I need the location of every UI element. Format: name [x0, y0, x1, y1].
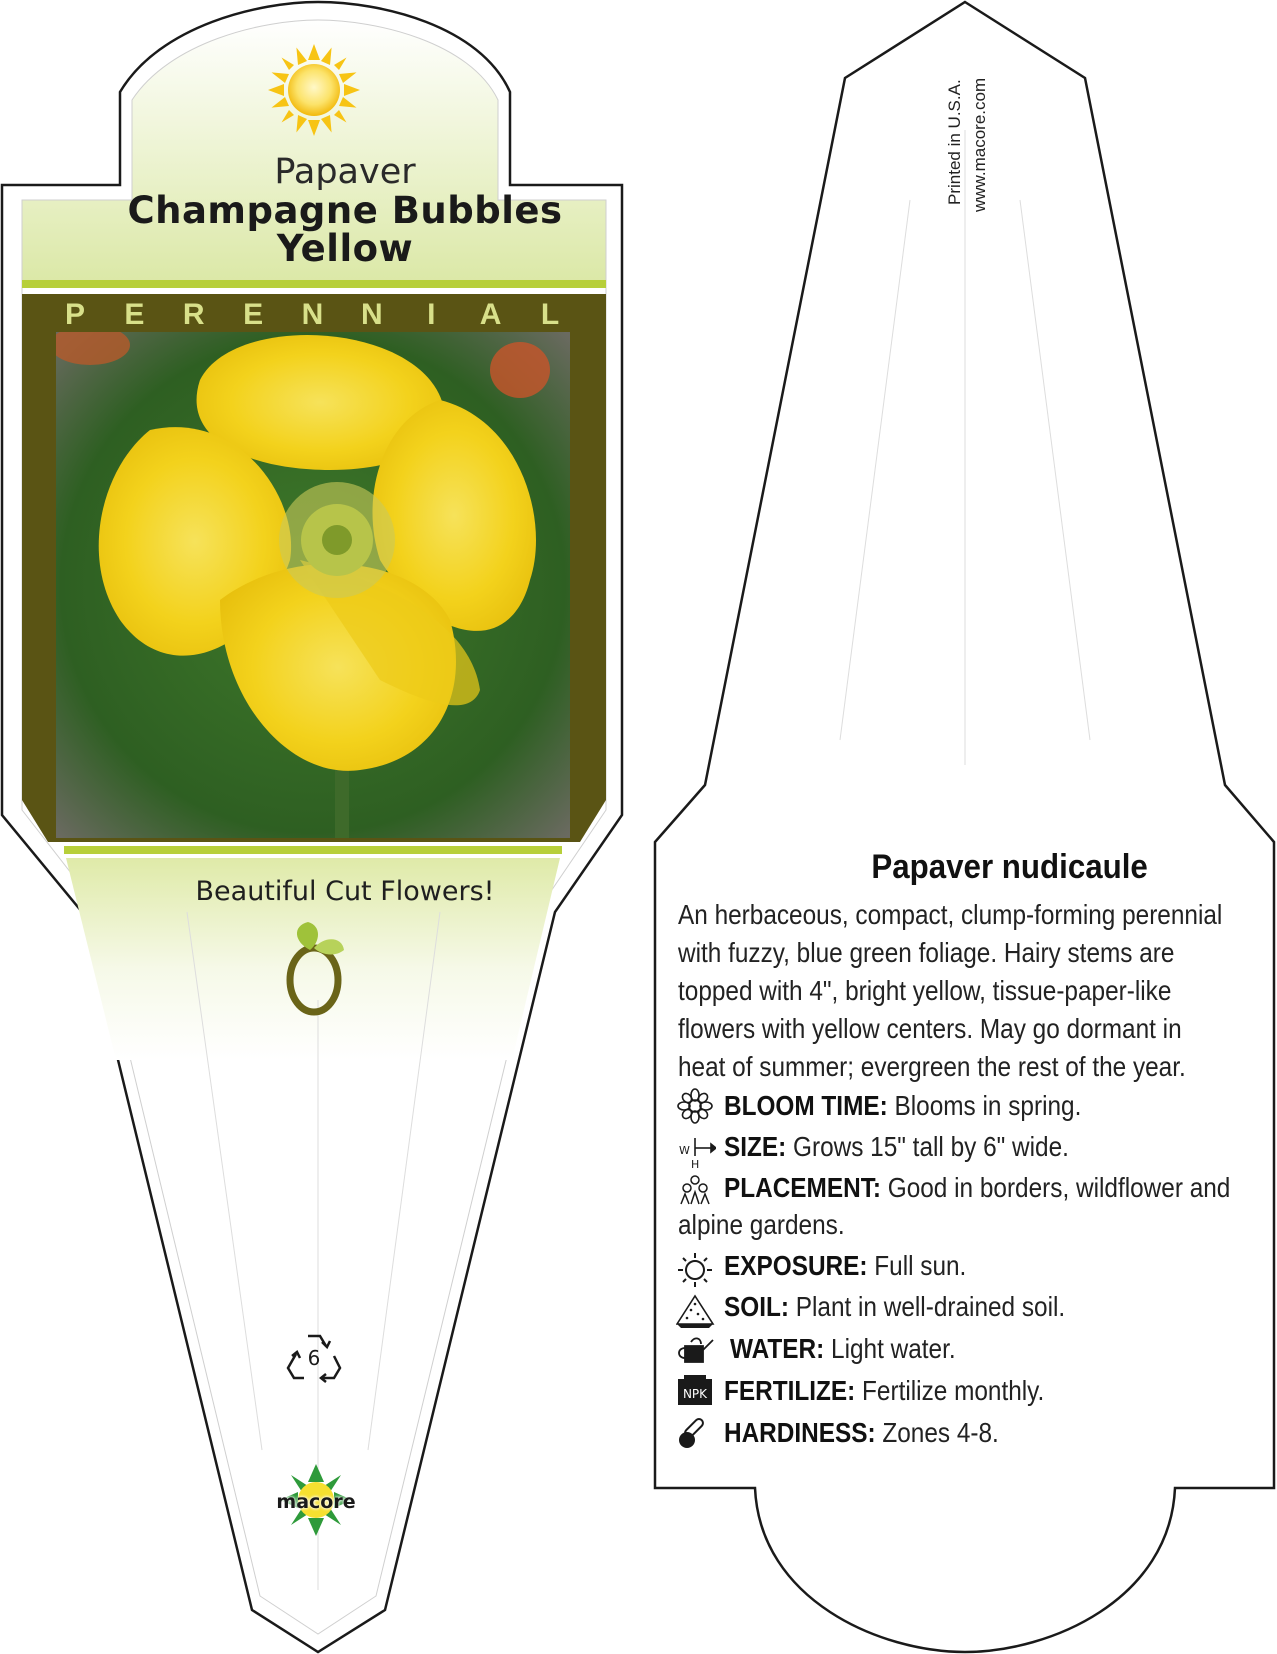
sun-icon — [268, 44, 360, 136]
category-letter: A — [479, 298, 502, 331]
category-letter: L — [540, 298, 560, 331]
brand-name: macore — [276, 1491, 356, 1513]
attr-text: Grows 15" tall by 6" wide. — [786, 1131, 1069, 1162]
attr-bloom-time — [724, 1090, 1081, 1122]
attr-label: FERTILIZE: — [724, 1375, 856, 1406]
plant-genus: Papaver — [274, 152, 416, 192]
attr-placement — [724, 1172, 1230, 1204]
category-letter: N — [301, 298, 324, 331]
attr-label: SOIL: — [724, 1291, 789, 1322]
attr-text: Blooms in spring. — [887, 1090, 1082, 1121]
npk-icon — [678, 1375, 712, 1405]
variety-line-2: Yellow — [276, 227, 414, 270]
flower-photo — [50, 325, 570, 850]
attr-placement-cont: alpine gardens. — [678, 1209, 845, 1240]
attr-label: HARDINESS: — [724, 1417, 876, 1448]
soil-icon — [677, 1296, 713, 1328]
svg-text:W: W — [679, 1144, 690, 1157]
plant-description: An herbaceous, compact, clump-forming perennial with fuzzy, blue green foliage. Hairy stems are topped with 4", bright yellow, tissue-paper-like flowers with yellow centers. May go dormant in heat of summer; evergreen the rest of the year. — [678, 899, 1223, 1082]
flower-icon — [678, 1089, 712, 1123]
sun-outline-icon — [678, 1253, 712, 1287]
printed-in: Printed in U.S.A. — [945, 79, 964, 205]
npk-label: NPK — [682, 1387, 708, 1401]
attr-text: Light water. — [824, 1333, 956, 1364]
svg-text:H: H — [691, 1158, 700, 1171]
watering-can-icon — [679, 1338, 713, 1362]
attr-text: Fertilize monthly. — [855, 1375, 1045, 1406]
plant-variety — [40, 189, 650, 270]
category-letter: P — [64, 298, 85, 331]
attr-fertilize — [724, 1375, 1044, 1407]
attr-size — [724, 1131, 1069, 1163]
front-slogan: Beautiful Cut Flowers! — [195, 876, 495, 907]
category-letter: E — [124, 298, 145, 331]
attr-hardiness — [724, 1417, 999, 1449]
attribute-icons — [676, 1088, 716, 1448]
attr-label: EXPOSURE: — [724, 1250, 868, 1281]
attr-exposure — [724, 1250, 966, 1282]
variety-line-1: Champagne Bubbles — [127, 189, 563, 232]
attr-water — [730, 1333, 956, 1365]
attr-text: Full sun. — [867, 1250, 967, 1281]
attr-label: BLOOM TIME: — [724, 1090, 888, 1121]
botanical-name: Papaver nudicaule — [871, 848, 1148, 886]
website: www.macore.com — [970, 77, 989, 212]
attr-label: PLACEMENT: — [724, 1172, 881, 1203]
size-icon — [679, 1138, 716, 1171]
attr-label: SIZE: — [724, 1131, 787, 1162]
category-letter: N — [361, 298, 383, 331]
attr-soil — [724, 1291, 1065, 1323]
attr-text: Plant in well-drained soil. — [788, 1291, 1066, 1322]
category-letter: R — [182, 298, 205, 331]
thermometer-icon — [679, 1417, 705, 1448]
recycle-code: 6 — [307, 1346, 321, 1370]
placement-icon — [681, 1176, 709, 1204]
attr-label: WATER: — [730, 1333, 825, 1364]
attr-text: Zones 4-8. — [875, 1417, 999, 1448]
plant-category — [60, 298, 565, 332]
category-letter: I — [427, 298, 436, 331]
attr-text: Good in borders, wildflower and — [880, 1172, 1231, 1203]
category-letter: E — [243, 298, 264, 331]
